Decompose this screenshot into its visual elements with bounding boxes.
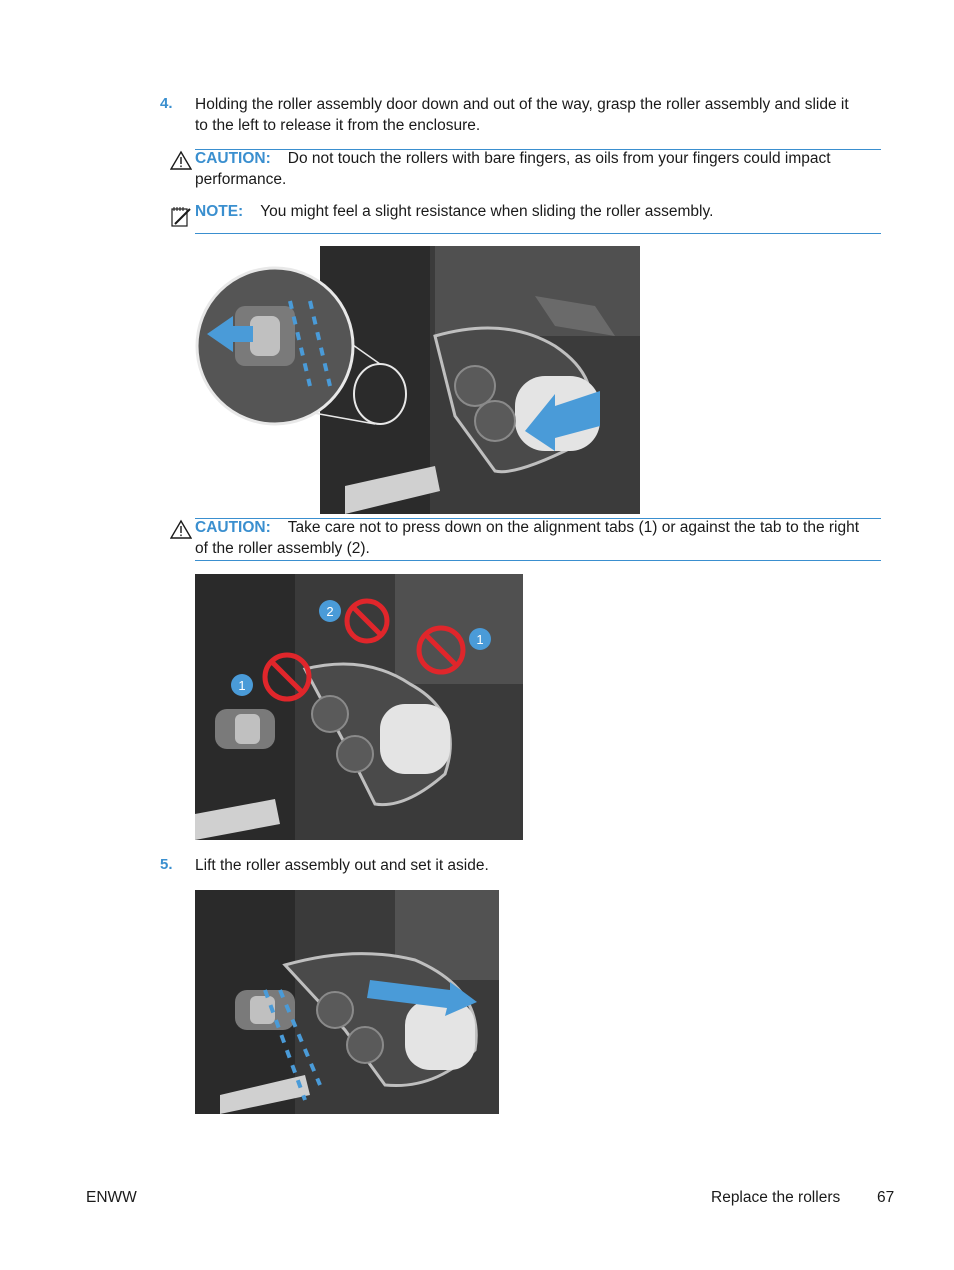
step-text: [195, 94, 885, 136]
step-text-line: to the left to release it from the enclosure.: [195, 117, 481, 134]
caution-line: [195, 517, 885, 538]
step-number: 4.: [160, 95, 173, 112]
caution-label: CAUTION:: [195, 150, 271, 167]
caution-block: [195, 148, 885, 190]
caution-text-line: of the roller assembly (2).: [195, 540, 370, 557]
figure-lift-roller: [195, 890, 499, 1114]
step-text: Lift the roller assembly out and set it aside.: [195, 857, 489, 874]
step-text-line: Holding the roller assembly door down and out of the way, grasp the roller assembly and slide it: [195, 96, 849, 113]
note-icon: [170, 203, 192, 227]
note-label: NOTE:: [195, 203, 244, 220]
callout-1: 1: [238, 678, 246, 693]
footer-left: ENWW: [86, 1189, 137, 1206]
caution-icon: [170, 150, 192, 170]
divider: [195, 233, 881, 234]
divider: [195, 560, 881, 561]
caution-text-line: performance.: [195, 171, 287, 188]
figure-alignment-tabs: [195, 574, 523, 840]
footer-section: Replace the rollers: [711, 1189, 841, 1206]
step-number: 5.: [160, 856, 173, 873]
caution-text: Take care not to press down on the alignment tabs (1) or against the tab to the right: [287, 519, 860, 536]
caution-block: [195, 517, 885, 559]
caution-text: Do not touch the rollers with bare fingers, as oils from your fingers could impact: [287, 150, 831, 167]
caution-line: [195, 148, 885, 169]
caution-icon: [170, 519, 192, 539]
note-block: [195, 201, 885, 222]
caution-label: CAUTION:: [195, 519, 271, 536]
note-text: You might feel a slight resistance when sliding the roller assembly.: [260, 203, 714, 220]
page-number: 67: [877, 1189, 895, 1206]
callout-1: 1: [476, 632, 484, 647]
callout-2: 2: [326, 604, 334, 619]
figure-slide-roller: [195, 246, 640, 514]
